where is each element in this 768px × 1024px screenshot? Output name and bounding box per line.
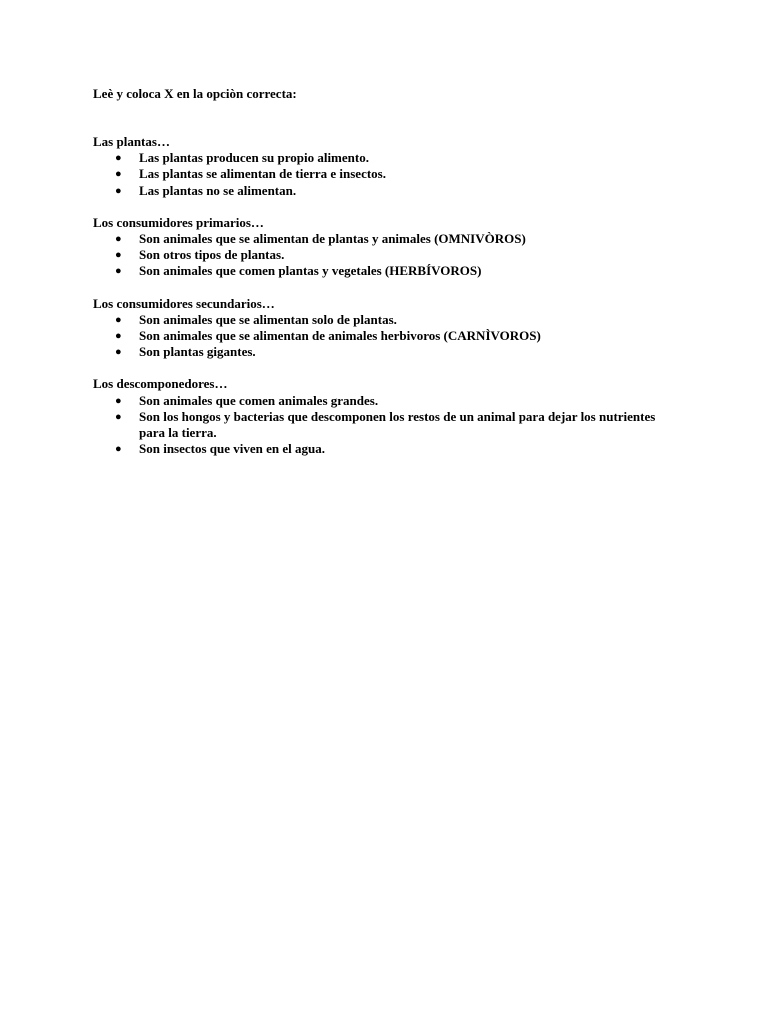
bullet-icon: ● [115, 152, 122, 165]
option-item [93, 441, 683, 457]
options-list [93, 312, 683, 361]
option-text: Las plantas no se alimentan. [139, 182, 297, 198]
bullet-icon: ● [115, 313, 122, 326]
section-title: Los consumidores primarios… [93, 214, 264, 230]
bullet-icon: ● [115, 233, 122, 246]
bullet-icon: ● [115, 265, 122, 278]
option-text: Son plantas gigantes. [139, 344, 256, 360]
options-list [93, 393, 683, 458]
option-item [93, 166, 683, 182]
option-item [93, 393, 683, 409]
bullet-icon: ● [115, 184, 122, 197]
section-las-plantas [93, 134, 683, 199]
section-consumidores-primarios [93, 215, 683, 280]
bullet-icon: ● [115, 346, 122, 359]
bullet-icon: ● [115, 249, 122, 262]
option-text: Son animales que se alimentan de plantas y animales (OMNIVÒROS) [139, 231, 526, 247]
option-text: Las plantas se alimentan de tierra e insectos. [139, 166, 386, 182]
section-title: Los consumidores secundarios… [93, 295, 275, 311]
option-item [93, 150, 683, 166]
bullet-icon: ● [115, 410, 122, 423]
instruction-text: Leè y coloca X en la opciòn correcta: [93, 86, 297, 101]
option-item [93, 183, 683, 199]
spacer [93, 102, 683, 134]
document-content [93, 86, 683, 473]
options-list [93, 231, 683, 280]
option-item [93, 312, 683, 328]
bullet-icon: ● [115, 394, 122, 407]
option-item [93, 344, 683, 360]
option-text: Son insectos que viven en el agua. [139, 441, 325, 457]
option-item [93, 328, 683, 344]
option-text: Las plantas producen su propio alimento. [139, 150, 369, 166]
options-list [93, 150, 683, 199]
option-text: Son otros tipos de plantas. [139, 247, 285, 263]
option-item [93, 409, 683, 441]
section-descomponedores [93, 376, 683, 457]
option-item [93, 231, 683, 247]
option-item [93, 263, 683, 279]
bullet-icon: ● [115, 168, 122, 181]
option-text: Son animales que comen animales grandes. [139, 392, 379, 408]
option-item [93, 247, 683, 263]
option-text: Son animales que se alimentan solo de plantas. [139, 311, 397, 327]
section-title: Los descomponedores… [93, 376, 228, 392]
option-text: Son los hongos y bacterias que descomponen los restos de un animal para dejar los nutrientes para la tierra. [139, 408, 656, 441]
section-consumidores-secundarios [93, 296, 683, 361]
section-title: Las plantas… [93, 134, 170, 149]
bullet-icon: ● [115, 330, 122, 343]
option-text: Son animales que comen plantas y vegetales (HERBÍVOROS) [139, 263, 482, 279]
option-text: Son animales que se alimentan de animales herbivoros (CARNÌVOROS) [139, 328, 541, 344]
bullet-icon: ● [115, 443, 122, 456]
